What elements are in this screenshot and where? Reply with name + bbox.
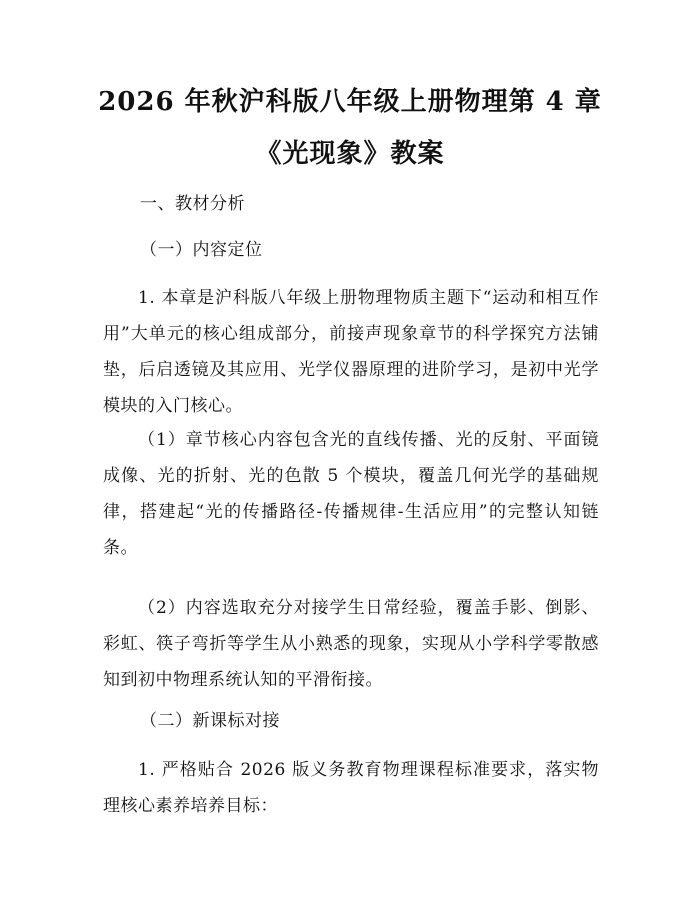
paragraph-content-selection: （2）内容选取充分对接学生日常经验，覆盖手影、倒影、彩虹、筷子弯折等学生从小熟悉的现象，实现从小学科学零散感知到初中物理系统认知的平滑衔接。 [103, 598, 599, 690]
paragraph-curriculum-alignment: 1. 严格贴合 2026 版义务教育物理课程标准要求，落实物理核心素养培养目标： [103, 760, 599, 816]
section-heading-textbook-analysis: 一、教材分析 [140, 194, 245, 214]
subsection-heading-content-positioning: （一）内容定位 [140, 240, 263, 260]
document-title: 2026 年秋沪科版八年级上册物理第 4 章《光现象》教案 [98, 87, 602, 169]
paragraph-chapter-overview: 1. 本章是沪科版八年级上册物理物质主题下“运动和相互作用”大单元的核心组成部分，前接声现象章节的科学探究方法铺垫，后启透镜及其应用、光学仪器原理的进阶学习，是初中光学模块的入门核心。 [103, 288, 599, 416]
paragraph-core-content: （1）章节核心内容包含光的直线传播、光的反射、平面镜成像、光的折射、光的色散 5 个模块，覆盖几何光学的基础规律，搭建起“光的传播路径-传播规律-生活应用”的完整认知链条。 [103, 430, 599, 558]
subsection-heading-curriculum-standard: （二）新课标对接 [140, 711, 280, 731]
